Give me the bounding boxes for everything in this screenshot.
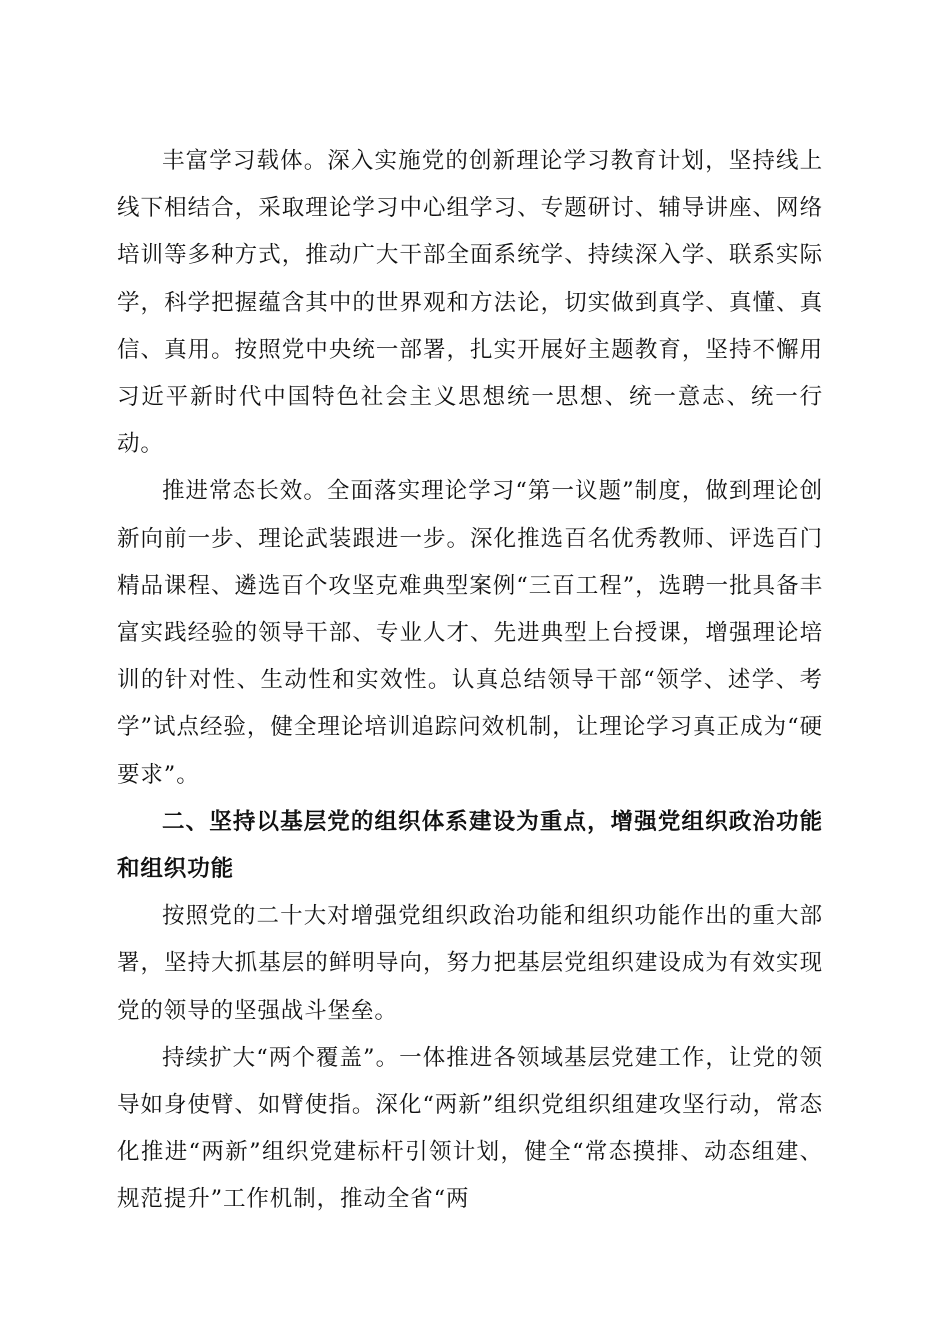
paragraph-normalize-long-term: 推进常态长效。全面落实理论学习“第一议题”制度，做到理论创新向前一步、理论武装跟进一步。深化推选百名优秀教师、评选百门精品课程、遴选百个攻坚克难典型案例“三百工程”，选聘一批具备丰富实践经验的领导干部、专业人才、先进典型上台授课，增强理论培训的针对性、生动性和实效性。认真总结领导干部“领学、述学、考学”试点经验，健全理论培训追踪问效机制，让理论学习真正成为“硬要求”。 <box>117 478 823 788</box>
paragraph-section-intro: 按照党的二十大对增强党组织政治功能和组织功能作出的重大部署，坚持大抓基层的鲜明导向，努力把基层党组织建设成为有效实现党的领导的坚强战斗堡垒。 <box>117 903 823 1024</box>
paragraph-enrich-learning: 丰富学习载体。深入实施党的创新理论学习教育计划，坚持线上线下相结合，采取理论学习中心组学习、专题研讨、辅导讲座、网络培训等多种方式，推动广大干部全面系统学、持续深入学、联系实际学，科学把握蕴含其中的世界观和方法论，切实做到真学、真懂、真信、真用。按照党中央统一部署，扎实开展好主题教育，坚持不懈用习近平新时代中国特色社会主义思想统一思想、统一意志、统一行动。 <box>117 148 823 458</box>
section-heading-two: 二、坚持以基层党的组织体系建设为重点，增强党组织政治功能和组织功能 <box>117 808 823 883</box>
paragraph-expand-coverage: 持续扩大“两个覆盖”。一体推进各领域基层党建工作，让党的领导如身使臂、如臂使指。深化“两新”组织党组织组建攻坚行动，常态化推进“两新”组织党建标杆引领计划，健全“常态摸排、动态组建、规范提升”工作机制，推动全省“两 <box>117 1044 823 1213</box>
document-body <box>117 138 823 1224</box>
